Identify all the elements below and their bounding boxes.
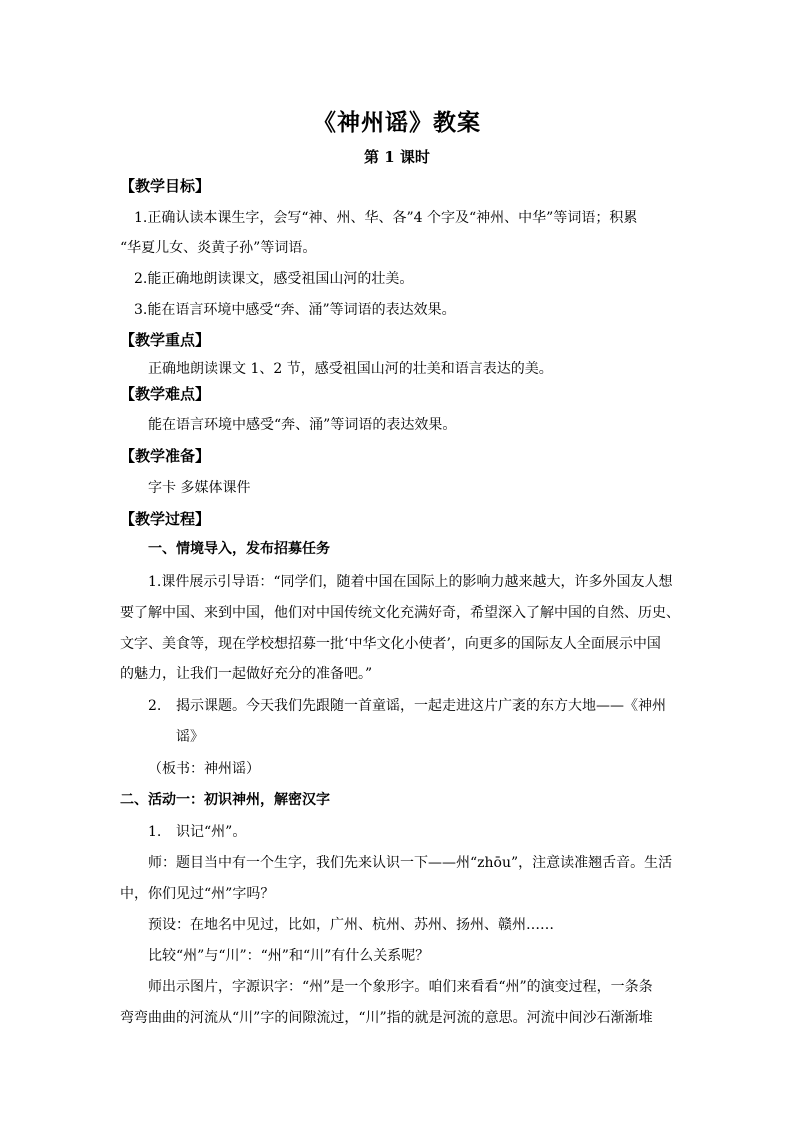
goal-item-1-line-2: “华夏儿女、炎黄子孙”等词语。 — [120, 240, 317, 256]
board-note: （板书：神州谣） — [148, 761, 260, 777]
prep-heading: 【教学准备】 — [120, 447, 211, 465]
process-heading: 【教学过程】 — [120, 510, 211, 528]
step-1-para-2-line-2: 谣》 — [176, 729, 204, 745]
teacher-para-2-line-2: 弯弯曲曲的河流从“川”字的间隙流过，“川”指的就是河流的意思。河流中间沙石渐渐堆 — [120, 1010, 653, 1026]
difficulty-text: 能在语言环境中感受“奔、涌”等词语的表达效果。 — [148, 417, 457, 433]
preset-answer: 预设：在地名中见过，比如，广州、杭州、苏州、扬州、赣州…… — [148, 917, 554, 933]
focus-heading: 【教学重点】 — [120, 331, 211, 349]
teacher-para-1-line-1: 师：题目当中有一个生字，我们先来认识一下——州“zhōu”，注意读准翘舌音。生活 — [148, 855, 673, 871]
activity-1-number: 1. — [148, 824, 162, 840]
step-1-para-2-line-1: 揭示课题。今天我们先跟随一首童谣，一起走进这片广袤的东方大地——《神州 — [176, 698, 666, 714]
step-1-para-1-line-4: 的魅力，让我们一起做好充分的准备吧。” — [120, 666, 373, 682]
teacher-para-1-line-2: 中，你们见过“州”字吗？ — [120, 886, 275, 902]
goals-heading: 【教学目标】 — [120, 177, 211, 195]
goal-item-3: 3.能在语言环境中感受“奔、涌”等词语的表达效果。 — [134, 302, 456, 318]
compare-question: 比较“州”与“川”：“州”和“川”有什么关系呢？ — [148, 948, 430, 964]
step-1-title: 一、情境导入，发布招募任务 — [148, 541, 330, 557]
goal-item-1-line-1: 1.正确认读本课生字，会写“神、州、华、各”4 个字及“神州、中华”等词语；积累 — [134, 210, 638, 226]
step-1-para-1-line-3: 文字、美食等，现在学校想招募一批‘中华文化小使者’，向更多的国际友人全面展示中国 — [120, 636, 661, 652]
lesson-number: 第 1 课时 — [364, 148, 430, 166]
teacher-para-2-line-1: 师出示图片，字源识字：“州”是一个象形字。咱们来看看“州”的演变过程，一条条 — [148, 979, 653, 995]
prep-text: 字卡 多媒体课件 — [148, 480, 251, 496]
step-1-para-2-number: 2. — [148, 698, 162, 714]
activity-1-text: 识记“州”。 — [176, 824, 247, 840]
page-title: 《神州谣》教案 — [313, 109, 481, 136]
step-1-para-1-line-2: 要了解中国、来到中国，他们对中国传统文化充满好奇，希望深入了解中国的自然、历史、 — [120, 605, 680, 621]
goal-item-2: 2.能正确地朗读课文，感受祖国山河的壮美。 — [134, 271, 414, 287]
step-1-para-1-line-1: 1.课件展示引导语：“同学们，随着中国在国际上的影响力越来越大，许多外国友人想 — [148, 574, 673, 590]
difficulty-heading: 【教学难点】 — [120, 385, 211, 403]
step-2-title: 二、活动一：初识神州，解密汉字 — [120, 792, 330, 808]
focus-text: 正确地朗读课文 1、2 节，感受祖国山河的壮美和语言表达的美。 — [148, 361, 553, 377]
